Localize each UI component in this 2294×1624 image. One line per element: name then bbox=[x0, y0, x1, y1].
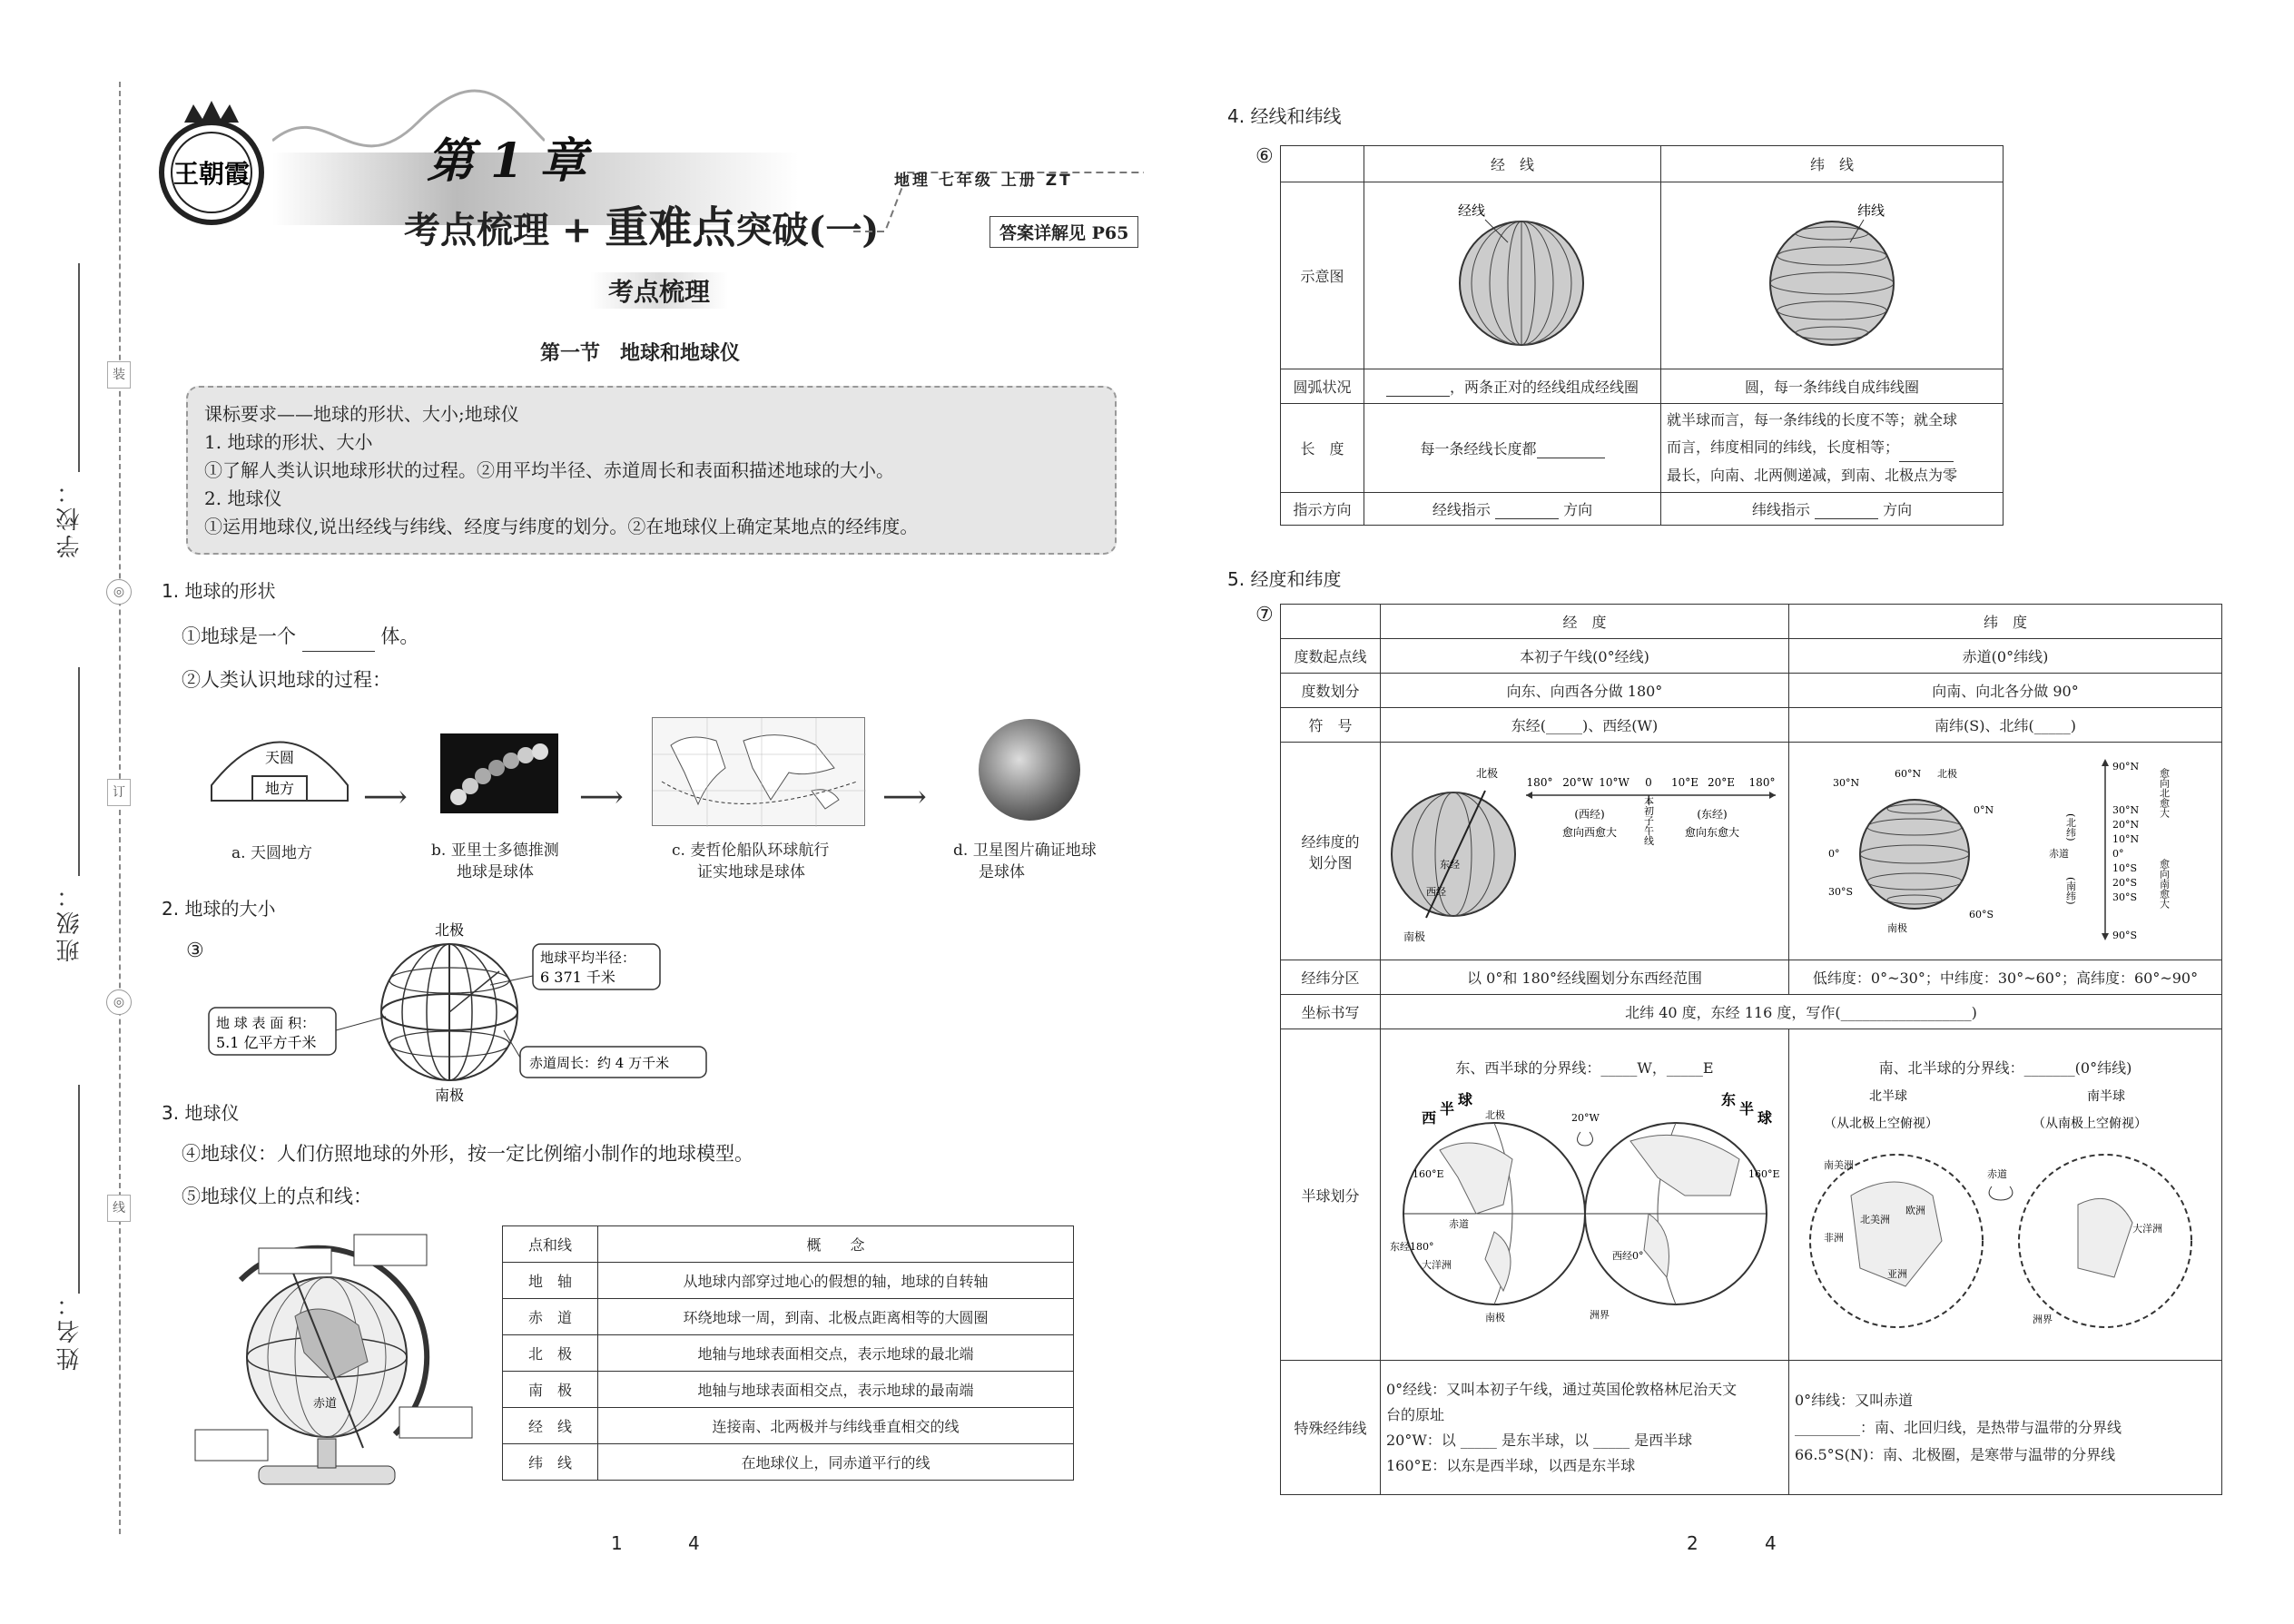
svg-text:北美洲: 北美洲 bbox=[1860, 1214, 1890, 1225]
item-number: ⑥ bbox=[1255, 145, 1274, 168]
latitude-division-diagram bbox=[1789, 743, 2222, 960]
section-heading-lonlat: 5. 经度和纬度 bbox=[1227, 568, 1342, 590]
svg-text:北半球: 北半球 bbox=[1869, 1089, 1907, 1104]
table-row: 纬 线 在地球仪上，同赤道平行的线 bbox=[503, 1444, 1074, 1481]
binding-dashed-line bbox=[119, 82, 121, 1534]
name-field-line[interactable] bbox=[78, 1085, 80, 1294]
brand-logo bbox=[153, 95, 271, 231]
svg-text:10°E: 10°E bbox=[1670, 775, 1698, 789]
length-parallel-cell: 就半球而言，每一条纬线的长度不等；就全球 而言，纬度相同的纬线，长度相等； 最长，向南、北两侧递减，到南、北极点为零 bbox=[1661, 404, 2004, 493]
row-label: 经纬度的 划分图 bbox=[1281, 743, 1381, 960]
row-label: 半球划分 bbox=[1281, 1029, 1381, 1361]
table-header: 纬 线 bbox=[1661, 146, 2004, 182]
svg-text:(南纬): (南纬) bbox=[2064, 876, 2077, 905]
svg-text:0°N: 0°N bbox=[1974, 803, 1994, 816]
process-caption: b. 亚里士多德推测 地球是球体 bbox=[431, 842, 559, 881]
svg-text:北极: 北极 bbox=[434, 921, 465, 939]
school-field-line[interactable] bbox=[78, 263, 80, 472]
table-row: 符 号 东经(_____)、西经(W) 南纬(S)、北纬(_____) bbox=[1281, 708, 2222, 743]
svg-text:地球平均半径：: 地球平均半径： bbox=[540, 950, 636, 966]
svg-text:东经: 东经 bbox=[1439, 858, 1460, 871]
satellite-earth-photo bbox=[979, 719, 1080, 821]
svg-text:(东经): (东经) bbox=[1696, 807, 1728, 821]
svg-text:160°E: 160°E bbox=[1412, 1168, 1444, 1180]
svg-text:球: 球 bbox=[1757, 1109, 1772, 1127]
svg-text:西经: 西经 bbox=[1425, 885, 1446, 898]
svg-text:北极: 北极 bbox=[1484, 1109, 1505, 1121]
svg-text:大洋洲: 大洋洲 bbox=[2132, 1223, 2162, 1235]
banner-title: 考点梳理 + 重难点突破(一) bbox=[404, 202, 880, 253]
svg-text:0: 0 bbox=[1644, 775, 1652, 789]
tianyuan-difang-figure bbox=[207, 735, 352, 807]
binding-hole-icon: ◎ bbox=[106, 579, 132, 605]
requirement-line: ①运用地球仪,说出经线与纬线、经度与纬度的划分。②在地球仪上确定某地点的经纬度。 bbox=[204, 516, 919, 537]
page-number: 4 bbox=[688, 1532, 700, 1554]
table-header: 点和线 bbox=[503, 1226, 598, 1263]
svg-text:30°N: 30°N bbox=[1833, 776, 1860, 789]
item-number: ③ bbox=[186, 940, 204, 962]
svg-text:半: 半 bbox=[1738, 1100, 1754, 1117]
answer-blank[interactable] bbox=[302, 622, 375, 652]
svg-text:90°S: 90°S bbox=[2112, 929, 2138, 941]
svg-text:经线: 经线 bbox=[1458, 202, 1486, 219]
section-heading-size: 2. 地球的大小 bbox=[162, 898, 276, 920]
answer-blank[interactable] bbox=[1537, 440, 1605, 458]
svg-text:南极: 南极 bbox=[1887, 921, 1907, 934]
svg-text:20°S: 20°S bbox=[2112, 876, 2138, 889]
arrow-icon: ⟶ bbox=[579, 779, 624, 815]
svg-text:20°W: 20°W bbox=[1570, 1112, 1600, 1124]
globe-concepts-table bbox=[502, 1225, 1074, 1481]
binding-tab: 线 bbox=[107, 1195, 131, 1222]
svg-text:（从北极上空俯视）: （从北极上空俯视） bbox=[1824, 1117, 1938, 1131]
table-row: 赤 道 环绕地球一周，到南、北极点距离相等的大圆圈 bbox=[503, 1299, 1074, 1335]
lonlat-table bbox=[1280, 604, 2222, 1495]
table-header: 纬 度 bbox=[1789, 605, 2222, 639]
svg-text:愈向北愈大: 愈向北愈大 bbox=[2158, 767, 2171, 818]
direction-meridian-cell: 经线指示 方向 bbox=[1364, 493, 1661, 526]
svg-text:赤道: 赤道 bbox=[1448, 1218, 1469, 1230]
svg-text:赤道: 赤道 bbox=[313, 1397, 338, 1411]
section-heading-meridians: 4. 经线和纬线 bbox=[1227, 105, 1342, 127]
table-header: 经 线 bbox=[1364, 146, 1661, 182]
svg-text:南极: 南极 bbox=[434, 1087, 465, 1104]
svg-text:6 371 千米: 6 371 千米 bbox=[540, 969, 615, 986]
section-heading-globe: 3. 地球仪 bbox=[162, 1102, 240, 1124]
svg-text:欧洲: 欧洲 bbox=[1905, 1205, 1925, 1216]
answer-blank[interactable] bbox=[1386, 379, 1450, 397]
brand-text: 王朝霞 bbox=[172, 159, 251, 189]
row-label: 特殊经纬线 bbox=[1281, 1361, 1381, 1495]
length-meridian-cell: 每一条经线长度都 bbox=[1364, 404, 1661, 493]
section-heading-shape: 1. 地球的形状 bbox=[162, 580, 276, 602]
requirement-line: 2. 地球仪 bbox=[204, 487, 282, 509]
lunar-eclipse-photo bbox=[440, 733, 558, 813]
globe-points-lines-label: ⑤地球仪上的点和线： bbox=[182, 1186, 372, 1207]
svg-text:30°S: 30°S bbox=[2112, 891, 2138, 903]
subject-tag: 地理 七年级 上册 ZT bbox=[894, 172, 1073, 190]
svg-text:180°: 180° bbox=[1748, 775, 1775, 789]
earth-shape-question: ①地球是一个 体。 bbox=[182, 622, 418, 652]
svg-text:南极: 南极 bbox=[1484, 1312, 1505, 1324]
svg-text:愈向西愈大: 愈向西愈大 bbox=[1561, 825, 1617, 839]
svg-text:地方: 地方 bbox=[264, 780, 295, 797]
section-title: 第一节 地球和地球仪 bbox=[540, 341, 741, 365]
special-meridians-cell: 0°经线：又叫本初子午线，通过英国伦敦格林尼治天文 台的原址 20°W：以 _____ 是东半球，以 _____ 是西半球 160°E：以东是西半球，以西是东半球 bbox=[1381, 1361, 1789, 1495]
row-label: 圆弧状况 bbox=[1281, 369, 1364, 404]
svg-text:20°N: 20°N bbox=[2112, 818, 2140, 831]
svg-text:10°N: 10°N bbox=[2112, 832, 2140, 845]
svg-text:30°N: 30°N bbox=[2112, 803, 2140, 816]
answer-blank[interactable] bbox=[1495, 501, 1559, 519]
svg-text:赤道周长：约 4 万千米: 赤道周长：约 4 万千米 bbox=[529, 1055, 670, 1071]
svg-text:90°N: 90°N bbox=[2112, 760, 2140, 773]
svg-text:北极: 北极 bbox=[1475, 766, 1498, 780]
class-label: 班级： bbox=[56, 881, 84, 962]
svg-text:赤道: 赤道 bbox=[1987, 1168, 2007, 1180]
svg-text:5.1 亿平方千米: 5.1 亿平方千米 bbox=[216, 1034, 317, 1051]
binding-hole-icon: ◎ bbox=[106, 989, 132, 1015]
table-row: 经纬分区 以 0°和 180°经线圈划分东西经范围 低纬度：0°~30°；中纬度：30°~60°；高纬度：60°~90° bbox=[1281, 960, 2222, 995]
class-field-line[interactable] bbox=[78, 667, 80, 876]
svg-text:西经0°: 西经0° bbox=[1611, 1250, 1643, 1262]
svg-text:非洲: 非洲 bbox=[1824, 1232, 1844, 1244]
curriculum-requirements-box bbox=[186, 386, 1117, 555]
svg-text:0°: 0° bbox=[1828, 847, 1840, 860]
page-number: 1 bbox=[611, 1532, 623, 1554]
direction-parallel-cell: 纬线指示 方向 bbox=[1661, 493, 2004, 526]
row-label: 指示方向 bbox=[1281, 493, 1364, 526]
item-number: ⑦ bbox=[1255, 604, 1274, 626]
earth-size-diagram bbox=[204, 917, 713, 1111]
process-caption: d. 卫星图片确证地球 是球体 bbox=[953, 842, 1097, 881]
table-header: 经 度 bbox=[1381, 605, 1789, 639]
svg-text:20°E: 20°E bbox=[1707, 775, 1735, 789]
process-caption: a. 天圆地方 bbox=[231, 844, 312, 862]
svg-text:纬线: 纬线 bbox=[1857, 202, 1885, 219]
table-row: 经 线 连接南、北两极并与纬线垂直相交的线 bbox=[503, 1408, 1074, 1444]
svg-text:60°S: 60°S bbox=[1969, 908, 1994, 920]
svg-text:赤道: 赤道 bbox=[2049, 847, 2069, 860]
school-label: 学校： bbox=[56, 477, 84, 558]
chapter-title: 第 1 章 bbox=[427, 133, 587, 189]
magellan-route-map bbox=[652, 717, 865, 826]
svg-text:南极: 南极 bbox=[1403, 930, 1425, 943]
svg-text:(西经): (西经) bbox=[1573, 807, 1605, 821]
table-row: 度数划分 向东、向西各分做 180° 向南、向北各分做 90° bbox=[1281, 674, 2222, 708]
svg-text:洲界: 洲界 bbox=[1589, 1309, 1610, 1321]
globe-model-figure bbox=[186, 1225, 495, 1501]
svg-text:160°E: 160°E bbox=[1748, 1168, 1780, 1180]
svg-text:10°W: 10°W bbox=[1598, 775, 1629, 789]
svg-text:60°N: 60°N bbox=[1895, 767, 1922, 780]
row-label: 示意图 bbox=[1281, 182, 1364, 369]
arrow-icon: ⟶ bbox=[363, 779, 408, 815]
svg-text:半: 半 bbox=[1439, 1100, 1454, 1117]
row-label: 长 度 bbox=[1281, 404, 1364, 493]
binding-tab: 装 bbox=[107, 361, 131, 389]
svg-text:0°: 0° bbox=[2112, 847, 2124, 860]
process-caption: c. 麦哲伦船队环球航行 证实地球是球体 bbox=[672, 842, 830, 881]
east-west-hemisphere-cell: 东、西半球的分界线：_____W，_____E 西 半 球 东 半 球 北极 南极 赤道 20°W 160°E 160°E 东经180° 大洋洲 西经0° 洲界 bbox=[1381, 1029, 1789, 1361]
svg-text:20°W: 20°W bbox=[1561, 775, 1593, 789]
svg-text:亚洲: 亚洲 bbox=[1887, 1268, 1907, 1280]
svg-text:球: 球 bbox=[1457, 1091, 1472, 1108]
arc-meridian-cell: ，两条正对的经线组成经线圈 bbox=[1364, 369, 1661, 404]
parallel-diagram bbox=[1661, 182, 2004, 369]
sub-title: 考点梳理 bbox=[590, 272, 728, 309]
svg-text:天圆: 天圆 bbox=[264, 749, 295, 766]
svg-text:本初子午线: 本初子午线 bbox=[1642, 795, 1654, 845]
table-row: 南 极 地轴与地球表面相交点，表示地球的最南端 bbox=[503, 1372, 1074, 1408]
requirement-line: ①了解人类认识地球形状的过程。②用平均半径、赤道周长和表面积描述地球的大小。 bbox=[204, 459, 894, 481]
answer-blank[interactable] bbox=[1899, 434, 1954, 462]
svg-text:西: 西 bbox=[1421, 1109, 1436, 1127]
svg-text:北极: 北极 bbox=[1937, 767, 1957, 780]
longitude-division-diagram bbox=[1381, 743, 1789, 960]
table-row: 度数起点线 本初子午线(0°经线) 赤道(0°纬线) bbox=[1281, 639, 2222, 674]
svg-text:10°S: 10°S bbox=[2112, 861, 2138, 874]
table-row: 坐标书写 北纬 40 度，东经 116 度，写作(__________________) bbox=[1281, 995, 2222, 1029]
requirement-line: 1. 地球的形状、大小 bbox=[204, 431, 373, 453]
svg-text:(北纬): (北纬) bbox=[2064, 812, 2077, 842]
svg-text:（从南极上空俯视）: （从南极上空俯视） bbox=[2033, 1117, 2147, 1131]
page-number: 4 bbox=[1765, 1532, 1777, 1554]
table-row: 北 极 地轴与地球表面相交点，表示地球的最北端 bbox=[503, 1335, 1074, 1372]
name-label: 姓名： bbox=[56, 1289, 84, 1371]
cognition-process-label: ②人类认识地球的过程： bbox=[182, 669, 391, 691]
meridian-parallel-table bbox=[1280, 145, 2004, 526]
table-header: 概 念 bbox=[598, 1226, 1074, 1263]
north-south-hemisphere-cell: 南、北半球的分界线：_______(0°纬线) 北半球 南半球 （从北极上空俯视） （从南极上空俯视） 赤道 南美洲 非洲 亚洲 欧洲 北美洲 大洋洲 洲界 bbox=[1789, 1029, 2222, 1361]
svg-text:180°: 180° bbox=[1526, 775, 1552, 789]
requirement-line: 课标要求——地球的形状、大小;地球仪 bbox=[204, 403, 519, 425]
table-row: 地 轴 从地球内部穿过地心的假想的轴，地球的自转轴 bbox=[503, 1263, 1074, 1299]
arc-parallel-cell: 圆，每一条纬线自成纬线圈 bbox=[1661, 369, 2004, 404]
svg-text:愈向东愈大: 愈向东愈大 bbox=[1684, 825, 1739, 839]
svg-text:南美洲: 南美洲 bbox=[1824, 1159, 1854, 1171]
page-number: 2 bbox=[1687, 1532, 1698, 1554]
svg-text:愈向南愈大: 愈向南愈大 bbox=[2158, 858, 2171, 909]
svg-text:大洋洲: 大洋洲 bbox=[1421, 1259, 1452, 1271]
globe-definition: ④地球仪：人们仿照地球的外形，按一定比例缩小制作的地球模型。 bbox=[182, 1143, 753, 1165]
svg-text:洲界: 洲界 bbox=[2033, 1314, 2053, 1325]
special-parallels-cell: 0°纬线：又叫赤道 _________：南、北回归线，是热带与温带的分界线 66.5°S(N)：南、北极圈，是寒带与温带的分界线 bbox=[1789, 1361, 2222, 1495]
meridian-diagram bbox=[1364, 182, 1661, 369]
svg-text:地 球 表 面 积：: 地 球 表 面 积： bbox=[216, 1015, 316, 1031]
answer-reference: 答案详解见 P65 bbox=[989, 216, 1138, 248]
answer-blank[interactable] bbox=[1815, 501, 1878, 519]
svg-text:东经180°: 东经180° bbox=[1389, 1241, 1433, 1253]
binding-tab: 订 bbox=[107, 779, 131, 806]
svg-text:30°S: 30°S bbox=[1828, 885, 1854, 898]
svg-text:东: 东 bbox=[1720, 1091, 1736, 1108]
svg-text:南半球: 南半球 bbox=[2087, 1089, 2125, 1104]
arrow-icon: ⟶ bbox=[882, 779, 927, 815]
